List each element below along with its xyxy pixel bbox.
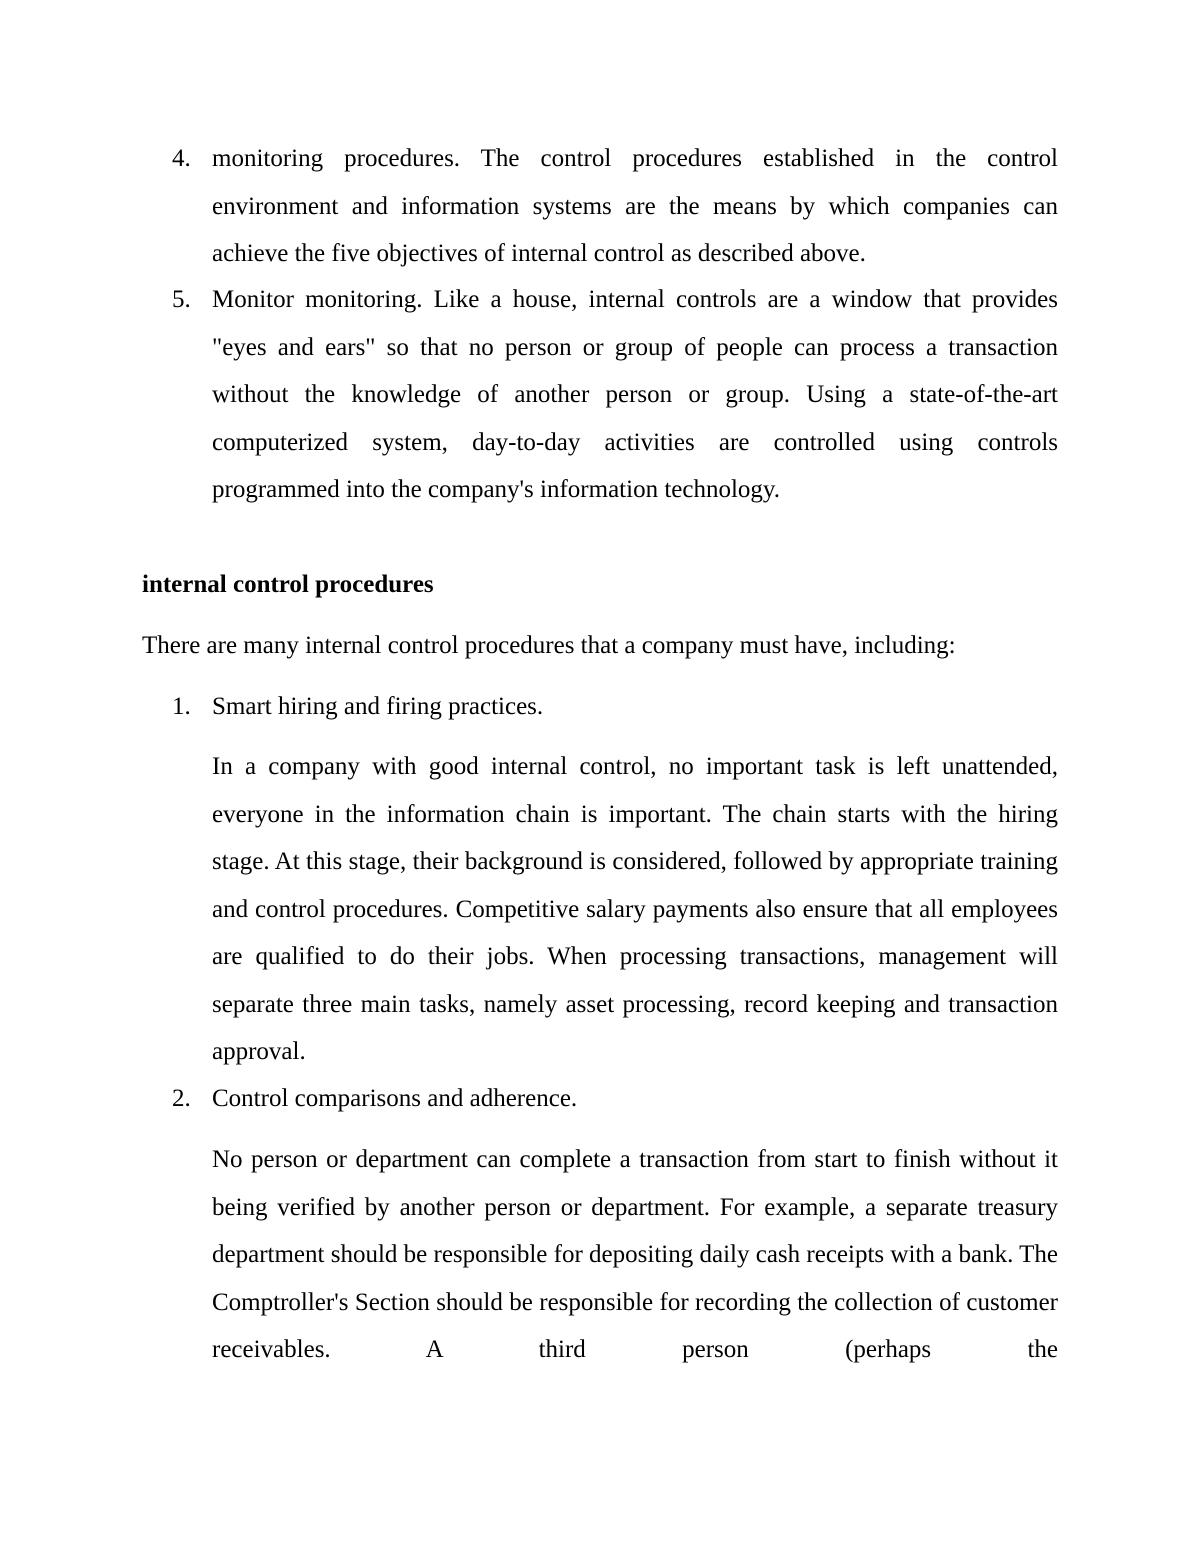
list-item-body: No person or department can complete a transaction from start to finish without it being verified by another person or department. For example, a separate treasury department should be responsible for depositing daily cash receipts with a bank. The Comptroller's Section should be responsible for recording the collection of customer receivables. A third person (perhaps the	[212, 1146, 1058, 1363]
list-item-title: Control comparisons and adherence.	[212, 1085, 578, 1112]
list-item-text: monitoring procedures. The control procedures established in the control environment and information systems are the means by which companies can achieve the five objectives of internal control as described above.	[212, 145, 1058, 267]
list-number: 4.	[172, 145, 191, 172]
list-item-text: Monitor monitoring. Like a house, internal controls are a window that provides "eyes and ears" so that no person or group of people can process a transaction without the knowledge of another person or group. Using a state-of-the-art computerized system, day-to-day activities are controlled using controls programmed into the company's information technology.	[212, 286, 1058, 503]
list-number: 2.	[172, 1085, 191, 1112]
section-heading: internal control procedures	[142, 571, 434, 598]
section-intro: There are many internal control procedures that a company must have, including:	[142, 632, 956, 659]
list-number: 1.	[172, 693, 191, 720]
list-item-body: In a company with good internal control, no important task is left unattended, everyone in the information chain is important. The chain starts with the hiring stage. At this stage, their background is considered, followed by appropriate training and control procedures. Competitive salary payments also ensure that all employees are qualified to do their jobs. When processing transactions, management will separate three main tasks, namely asset processing, record keeping and transaction approval.	[212, 753, 1058, 1065]
list-item-title: Smart hiring and firing practices.	[212, 693, 544, 720]
list-number: 5.	[172, 286, 191, 313]
